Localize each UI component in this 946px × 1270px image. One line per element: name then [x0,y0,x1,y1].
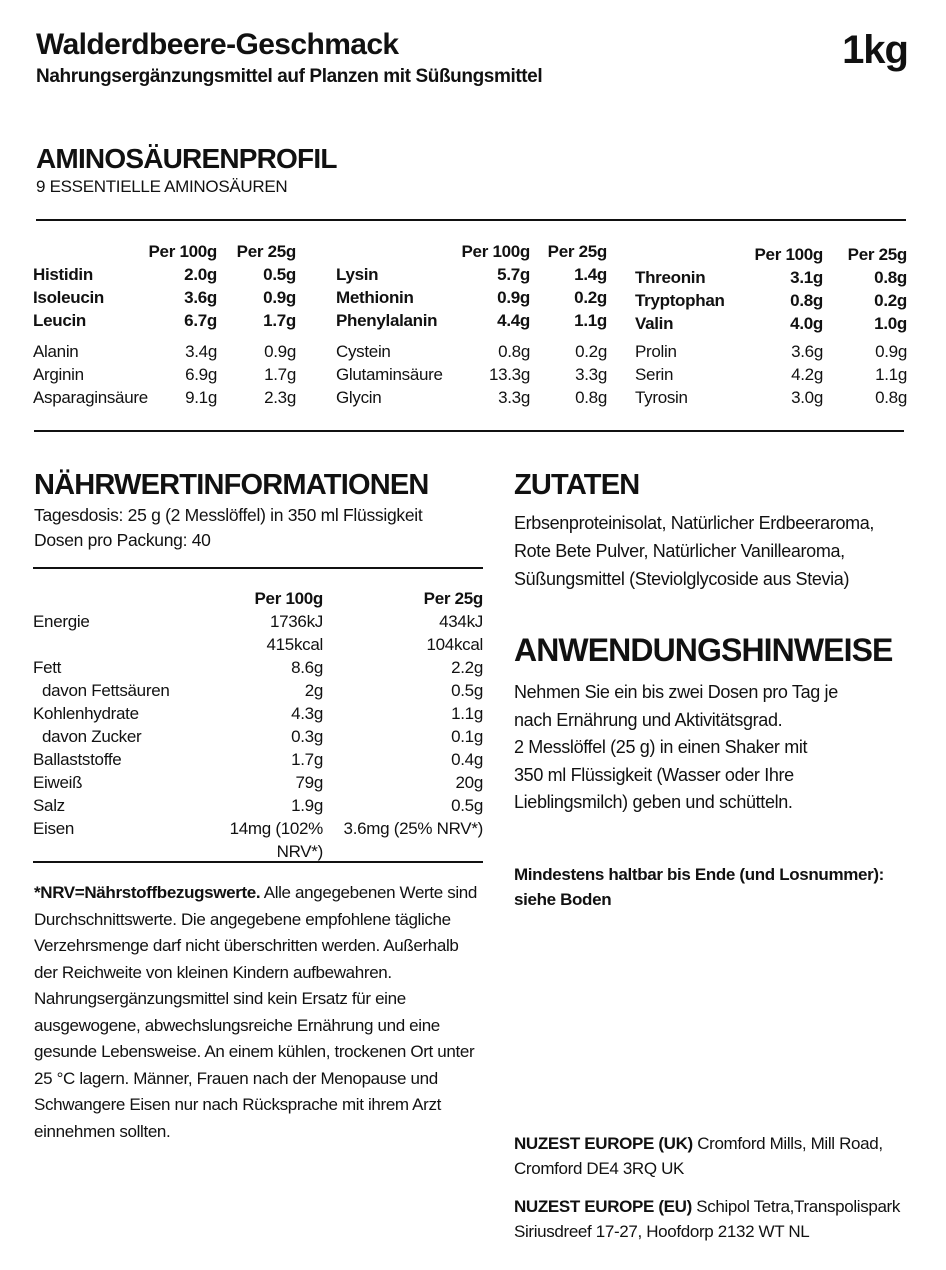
usage-line: Nehmen Sie ein bis zwei Dosen pro Tag je [514,682,838,702]
amino-name: Serin [635,365,674,384]
amino-per25: 0.9g [264,342,296,361]
amino-row-essential [33,263,296,286]
address-line2: Siriusdreef 17-27, Hoofdorp 2132 WT NL [514,1222,810,1241]
address-line1: Cromford Mills, Mill Road, [692,1134,883,1153]
amino-subheading: 9 ESSENTIELLE AMINOSÄUREN [36,177,288,196]
amino-name: Methionin [336,288,414,307]
amino-name: Threonin [635,268,706,287]
product-subtitle: Nahrungsergänzungsmittel auf Planzen mit Süßungsmittel [36,66,543,87]
usage-text [514,679,924,817]
amino-row [635,386,907,409]
amino-per100: 9.1g [185,388,217,407]
amino-name: Leucin [33,311,86,330]
ingredients-heading: ZUTATEN [514,469,640,501]
spacer [336,240,446,263]
address-line2: Cromford DE4 3RQ UK [514,1159,685,1178]
amino-per100: 3.1g [790,268,823,287]
amino-per25: 0.9g [875,342,907,361]
amino-row [33,363,296,386]
amino-row-essential [635,266,907,289]
nutrient-per100: 415kcal [266,635,323,654]
amino-name: Cystein [336,342,391,361]
nutrition-row [33,656,483,679]
amino-row [33,386,296,409]
ingredients-line: Erbsenproteinisolat, Natürlicher Erdbeeraroma, [514,513,875,533]
amino-per25: 1.0g [874,314,907,333]
amino-per25: 1.4g [574,265,607,284]
nutrient-per25: 0.5g [451,681,483,700]
amino-per25: 0.8g [874,268,907,287]
col-per100-header: Per 100g [754,245,823,264]
amino-column [635,240,907,409]
amino-row-essential [33,286,296,309]
amino-name: Prolin [635,342,677,361]
nutrition-row [33,794,483,817]
amino-column-header [635,243,907,266]
amino-per100: 4.4g [497,311,530,330]
usage-heading: ANWENDUNGSHINWEISE [514,632,893,668]
amino-per100: 3.6g [791,342,823,361]
col-per100-header: Per 100g [461,242,530,261]
amino-per100: 0.8g [790,291,823,310]
amino-row [336,386,607,409]
amino-row-essential [635,289,907,312]
nutrient-name: Ballaststoffe [33,750,122,769]
usage-line: Lieblingsmilch) geben und schütteln. [514,792,793,812]
nutrient-per25: 0.4g [451,750,483,769]
col-per100-header: Per 100g [148,242,217,261]
amino-per25: 0.8g [575,388,607,407]
nutrient-name [33,633,183,656]
nutrition-row [33,817,483,861]
usage-line: 350 ml Flüssigkeit (Wasser oder Ihre [514,764,794,785]
nutrition-row [33,748,483,771]
nutrient-per25: 104kcal [426,635,483,654]
amino-column [33,240,296,409]
nutrition-table-header [33,587,483,610]
nutrient-per25: 434kJ [439,612,483,631]
amino-per100: 3.3g [498,388,530,407]
amino-top-divider [36,219,906,221]
nutrition-row [33,725,483,748]
amino-per100: 2.0g [184,265,217,284]
amino-row-essential [635,312,907,335]
usage-line: 2 Messlöffel (25 g) in einen Shaker mit [514,737,808,757]
nutrient-name: Eiweiß [33,773,83,792]
amino-column-header [33,240,296,263]
amino-name: Tryptophan [635,291,725,310]
product-weight: 1kg [842,28,908,72]
amino-per100: 3.6g [184,288,217,307]
address-uk [514,1131,924,1181]
nutrient-name: Kohlenhydrate [33,704,139,723]
amino-per100: 3.0g [791,388,823,407]
amino-per25: 0.5g [263,265,296,284]
col-per25-header: Per 25g [423,589,483,608]
col-per100-header: Per 100g [254,589,323,608]
amino-per100: 6.9g [185,365,217,384]
amino-per100: 0.8g [498,342,530,361]
amino-row [33,340,296,363]
amino-per100: 5.7g [497,265,530,284]
amino-per100: 6.7g [184,311,217,330]
amino-per25: 0.2g [874,291,907,310]
amino-per100: 4.2g [791,365,823,384]
amino-name: Isoleucin [33,288,104,307]
amino-row [635,340,907,363]
amino-per100: 3.4g [185,342,217,361]
amino-bottom-divider [34,430,904,432]
amino-name: Glycin [336,388,382,407]
address-company: NUZEST EUROPE (UK) [514,1134,693,1153]
amino-per25: 0.2g [574,288,607,307]
nutrient-per25: 0.1g [451,727,483,746]
amino-per25: 0.9g [263,288,296,307]
amino-name: Valin [635,314,674,333]
nutrition-row [33,702,483,725]
nutrient-name: Salz [33,796,65,815]
nutrient-per25: 20g [455,773,483,792]
nutrient-per100: 4.3g [291,704,323,723]
nutrient-per100: 0.3g [291,727,323,746]
nutrition-heading: NÄHRWERTINFORMATIONEN [34,469,429,501]
amino-per25: 2.3g [264,388,296,407]
amino-name: Histidin [33,265,93,284]
amino-name: Phenylalanin [336,311,438,330]
amino-name: Arginin [33,365,84,384]
col-per25-header: Per 25g [236,242,296,261]
ingredients-line: Süßungsmittel (Steviolglycoside aus Stevia) [514,569,850,589]
amino-column [336,240,607,409]
nutrition-row [33,771,483,794]
nutrient-per100: 1.9g [291,796,323,815]
nutrition-bottom-divider [33,861,483,863]
nutrient-per100: 14mg (102% NRV*) [229,819,323,861]
footnote-text: Alle angegebenen Werte sind Durchschnittswerte. Die angegebene empfohlene tägliche Verzehrsmenge darf nicht überschritten werden. Außerhalb der Reichweite von kleinen Kindern aufbewahren. Nahrungsergänzungsmittel sind kein Ersatz für eine ausgewogene, abwechslungsreiche Ernährung und eine gesunde Lebensweise. An einem kühlen, trockenen Ort unter 25 °C lagern. Männer, Frauen nach der Menopause und Schwangere Eisen nur nach Rücksprache mit ihrem Arzt einnehmen sollten. [34,883,478,1141]
amino-row [336,363,607,386]
nrv-footnote [34,880,486,1145]
nutrient-per25: 2.2g [451,658,483,677]
nutrient-name: Fett [33,658,62,677]
amino-name: Asparaginsäure [33,388,148,407]
spacer [33,240,148,263]
nutrient-per25: 0.5g [451,796,483,815]
nutrient-name: davon Zucker [42,727,142,746]
nutrition-top-divider [33,567,483,569]
best-before-note: Mindestens haltbar bis Ende (und Losnummer): siehe Boden [514,865,884,909]
address-line1: Schipol Tetra,Transpolispark [691,1197,901,1216]
nutrient-name: Energie [33,612,90,631]
nutrient-per100: 2g [304,681,323,700]
nutrition-row [33,610,483,633]
ingredients-text [514,509,924,593]
address-company: NUZEST EUROPE (EU) [514,1197,692,1216]
amino-row-essential [336,263,607,286]
nutrient-per25: 3.6mg (25% NRV*) [343,819,483,838]
amino-name: Lysin [336,265,379,284]
amino-per100: 0.9g [497,288,530,307]
amino-per25: 3.3g [575,365,607,384]
amino-per25: 1.1g [875,365,907,384]
amino-row [635,363,907,386]
amino-column-header [336,240,607,263]
nutrition-row [33,679,483,702]
servings-per-pack: Dosen pro Packung: 40 [34,530,211,550]
amino-per100: 13.3g [488,365,530,384]
nutrient-per100: 1736kJ [269,612,323,631]
col-per25-header: Per 25g [847,245,907,264]
nutrition-row [33,633,483,656]
nutrient-name: Eisen [33,819,75,838]
nutrient-per100: 79g [295,773,323,792]
amino-name: Alanin [33,342,79,361]
nutrient-per100: 1.7g [291,750,323,769]
amino-per25: 0.8g [875,388,907,407]
amino-row-essential [336,309,607,332]
amino-row-essential [33,309,296,332]
amino-per25: 0.2g [575,342,607,361]
address-eu [514,1194,924,1244]
amino-per25: 1.7g [264,365,296,384]
nutrient-per25: 1.1g [451,704,483,723]
ingredients-line: Rote Bete Pulver, Natürlicher Vanillearoma, [514,541,845,561]
nutrient-per100: 8.6g [291,658,323,677]
daily-dose: Tagesdosis: 25 g (2 Messlöffel) in 350 ml Flüssigkeit [34,505,423,525]
footnote-bold: *NRV=Nährstoffbezugswerte. [34,883,261,902]
amino-name: Glutaminsäure [336,365,443,384]
usage-line: nach Ernährung und Aktivitätsgrad. [514,709,783,730]
amino-row-essential [336,286,607,309]
col-per25-header: Per 25g [547,242,607,261]
amino-per25: 1.1g [574,311,607,330]
amino-heading: AMINOSÄURENPROFIL [36,143,337,174]
nutrient-name: davon Fettsäuren [42,681,170,700]
amino-row [336,340,607,363]
nutrition-table [33,587,483,861]
amino-per25: 1.7g [263,311,296,330]
amino-per100: 4.0g [790,314,823,333]
product-title: Walderdbeere-Geschmack [36,28,399,61]
spacer [635,243,746,266]
amino-name: Tyrosin [635,388,688,407]
